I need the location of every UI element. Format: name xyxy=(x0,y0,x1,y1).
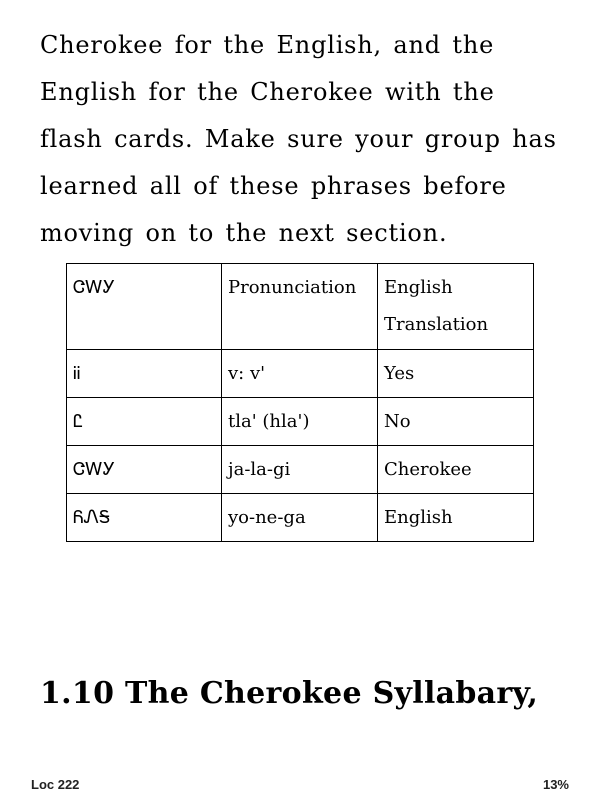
table-header-row xyxy=(67,264,534,350)
cell-pronunciation: yo-ne-ga xyxy=(222,494,378,542)
cell-pronunciation: ja-la-gi xyxy=(222,446,378,494)
cell-english: Cherokee xyxy=(378,446,534,494)
cell-english: Yes xyxy=(378,350,534,398)
cell-english: English xyxy=(378,494,534,542)
table-row xyxy=(67,350,534,398)
reading-location: Loc 222 xyxy=(31,777,80,792)
header-cherokee: ᏣᎳᎩ xyxy=(67,264,222,350)
cell-cherokee: ᏣᎳᎩ xyxy=(67,446,222,494)
header-english-translation: English Translation xyxy=(378,264,534,350)
table-row xyxy=(67,446,534,494)
cell-english: No xyxy=(378,398,534,446)
header-pronunciation: Pronunciation xyxy=(222,264,378,350)
phrases-table xyxy=(66,263,534,542)
cell-pronunciation: tla' (hla') xyxy=(222,398,378,446)
table-row xyxy=(67,494,534,542)
cell-cherokee: ᏲᏁᎦ xyxy=(67,494,222,542)
phrases-table-container xyxy=(66,263,534,542)
table-row xyxy=(67,398,534,446)
reading-progress-percent: 13% xyxy=(542,777,569,792)
cell-pronunciation: v: v' xyxy=(222,350,378,398)
section-heading: 1.10 The Cherokee Syllabary, xyxy=(40,676,539,711)
cell-cherokee: ᎥᎥ xyxy=(67,350,222,398)
cell-cherokee: Ꮭ xyxy=(67,398,222,446)
body-paragraph: Cherokee for the English, and the English for the Cherokee with the flash cards. Make sure your group has learned all of these phrases before moving on to the next section. xyxy=(40,31,557,247)
